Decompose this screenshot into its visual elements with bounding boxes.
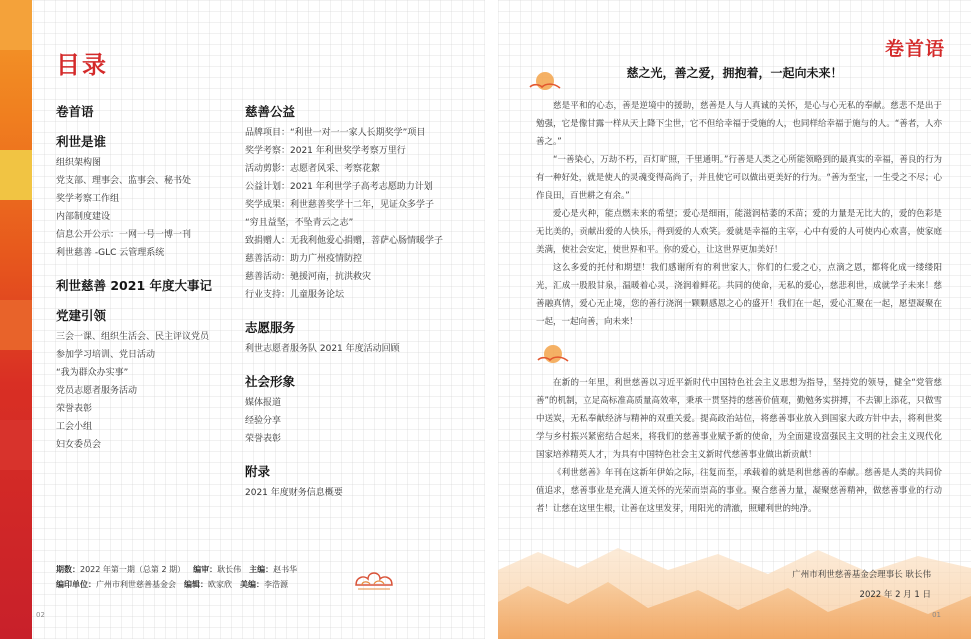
toc-section-title[interactable]: 附录 [245,464,271,479]
preface-paragraph: 爱心是火种，能点燃未来的希望；爱心是细雨，能滋润枯萎的禾苗；爱的力量是无比大的，爱的色彩是无比美的，贡献出爱的人快乐，得到爱的人欢笑。爱就是幸福的主宰，心中有爱的人可使内心欢喜，使家庭美满，使社会安定，使世界和平。你的爱心，让这世界更加美好！ [536,209,942,255]
signature-author: 广州市利世慈善基金会理事长 耿长伟 [792,570,931,580]
toc-entry[interactable]: 行业支持：儿童服务论坛 [245,290,345,300]
sun-cloud-ornament-icon [536,342,570,368]
preface-title: 卷首语 [884,38,945,60]
toc-entry[interactable]: 经验分享 [245,416,282,426]
toc-entry[interactable]: 品牌项目：“利世一对一一家人长期奖学”项目 [245,128,426,138]
toc-entry[interactable]: 利世志愿者服务队 2021 年度活动回顾 [245,344,400,354]
credit-entry [249,562,297,577]
page-number-right: 01 [932,611,941,619]
toc-entry[interactable]: 奖学考察：2021 年利世奖学考察万里行 [245,146,406,156]
toc-entry[interactable]: 参加学习培训、党日活动 [56,350,156,360]
preface-body-part-1 [536,97,942,331]
toc-entry[interactable]: 利世慈善 -GLC 云管理系统 [56,248,165,258]
toc-entry[interactable]: “穷且益坚，不坠青云之志” [245,218,354,228]
auspicious-cloud-icon [352,563,396,593]
credit-entry [56,562,185,577]
credit-value: 耿长伟 [217,565,242,574]
toc-section-title[interactable]: 志愿服务 [245,320,296,335]
toc-entry[interactable]: 三会一课、组织生活会、民主评议党员 [56,332,210,342]
credit-entry [56,577,176,592]
toc-entry[interactable]: 媒体报道 [245,398,282,408]
credits-row-1 [56,562,376,577]
toc-entry[interactable]: 党员志愿者服务活动 [56,386,138,396]
credit-value: 赵书华 [273,565,298,574]
toc-section-title[interactable]: 党建引领 [56,308,107,323]
preface-paragraph: 这么多爱的托付和期望！我们感谢所有的利世家人，你们的仁爱之心，点滴之恩，都将化成一缕缕阳光，汇成一股股甘泉，温暖着心灵，浇润着鲜花。共同的使命，无私的爱心，慈悲利世，成就学子未来！慈善融真情，爱心无止境，您的善行浇润一颗颗感恩之心的盛开！我们在一起，爱心汇聚在一起，愿望凝聚在一起，一起向善，向未来！ [536,263,942,327]
toc-entry[interactable]: 慈善活动：驰援河南，抗洪救灾 [245,272,372,282]
toc-entry[interactable]: 奖学考察工作组 [56,194,120,204]
toc-entry[interactable]: 荣誉表彰 [56,404,93,414]
signature-date: 2022 年 2 月 1 日 [859,590,931,600]
sun-cloud-ornament-icon [528,69,562,95]
credit-entry [184,577,232,592]
toc-section-title[interactable]: 社会形象 [245,374,296,389]
credit-value: 2022 年第一期（总第 2 期） [80,565,186,574]
credits-row-2 [56,577,376,592]
toc-entry[interactable]: 致捐赠人：无我利他爱心捐赠，菩萨心肠情暖学子 [245,236,444,246]
preface-paragraph: “一善染心，万劫不朽，百灯旷照，千里通明。”行善是人类之心所能领略到的最真实的幸福，善良的行为有一种好处，就是使人的灵魂变得高尚了，并且使它可以做出更美好的行为。“善为至宝，一生受之不尽；心作良田，百世耕之有余。” [536,155,942,201]
credit-value: 广州市利世慈善基金会 [96,580,176,589]
toc-entry[interactable]: “我为群众办实事” [56,368,129,378]
toc-section-title[interactable]: 卷首语 [56,104,94,119]
toc-entry[interactable]: 党支部、理事会、监事会、秘书处 [56,176,192,186]
preface-signature [792,565,931,605]
credit-value: 欧家欣 [208,580,232,589]
credit-label: 编辑： [184,580,208,589]
preface-heading: 慈之光，善之爱，拥抱着，一起向未来！ [626,66,843,80]
toc-column-left [56,102,236,468]
credit-label: 美编： [240,580,264,589]
preface-paragraph: 在新的一年里，利世慈善以习近平新时代中国特色社会主义思想为指导，坚持党的领导，健全“党管慈善”的机制，立足高标准高质量高效率，秉承一贯坚持的慈善价值观，勤勉务实拼搏，不去铆上添花，只做雪中送炭，无私奉献经济与精神的双重关爱。提高政治站位，将慈善事业放入到国家大政方针中去，将利世奖学与乡村振兴紧密结合起来，将我们的慈善事业赋予新的使命，为全面建设富强民主文明的社会主义现代化国家培养精英人才，为具有中国特色社会主义新时代慈善事业做出新贡献！ [536,378,942,460]
credit-entry [193,562,241,577]
preface-body-part-2 [536,374,942,518]
toc-column-right [245,102,480,516]
toc-entry[interactable]: 信息公开公示：一网一号一博一刊 [56,230,192,240]
toc-entry[interactable]: 公益计划：2021 年利世学子高考志愿助力计划 [245,182,433,192]
toc-entry[interactable]: 组织架构图 [56,158,102,168]
decorative-side-stripe [0,0,32,639]
contents-page [0,0,485,639]
toc-entry[interactable]: 内部制度建设 [56,212,111,222]
toc-section-title[interactable]: 慈善公益 [245,104,296,119]
preface-paragraph: 《利世慈善》年刊在这新年伊始之际，往复而至，承载着的就是利世慈善的奉献。慈善是人类的共同价值追求，慈善事业是充满人道关怀的光荣而崇高的事业。聚合慈善力量，凝聚慈善精神，做慈善事业的行动者！让慈在这里生根，让善在这里发芽，用阳光的清澈，照耀利世的纯净。 [536,468,942,514]
toc-entry[interactable]: 活动剪影：志愿者风采、考察花絮 [245,164,381,174]
credit-label: 编印单位： [56,580,96,589]
toc-section-title[interactable]: 利世慈善 2021 年度大事记 [56,278,212,293]
toc-entry[interactable]: 荣誉表彰 [245,434,282,444]
page-number-left: 02 [36,611,45,619]
contents-title: 目录 [56,51,108,79]
toc-entry[interactable]: 工会小组 [56,422,93,432]
toc-entry[interactable]: 2021 年度财务信息概要 [245,488,343,498]
credit-entry [240,577,288,592]
toc-entry[interactable]: 慈善活动：助力广州疫情防控 [245,254,363,264]
credit-label: 期数： [56,565,80,574]
credit-label: 编审： [193,565,218,574]
credit-value: 李浩源 [264,580,288,589]
credit-label: 主编： [249,565,274,574]
toc-entry[interactable]: 妇女委员会 [56,440,102,450]
toc-section-title[interactable]: 利世是谁 [56,134,107,149]
preface-page [498,0,971,639]
masthead-credits [56,562,376,592]
toc-entry[interactable]: 奖学成果：利世慈善奖学十二年，见证众多学子 [245,200,435,210]
preface-paragraph: 慈是平和的心态，善是逆境中的援助，慈善是人与人真诚的关怀，是心与心无私的奉献。慈悲不是出于勉强，它是像甘露一样从天上降下尘世，它不但给幸福于受施的人，也同样给幸福于施与的人。“善者，人亦善之。” [536,101,942,147]
